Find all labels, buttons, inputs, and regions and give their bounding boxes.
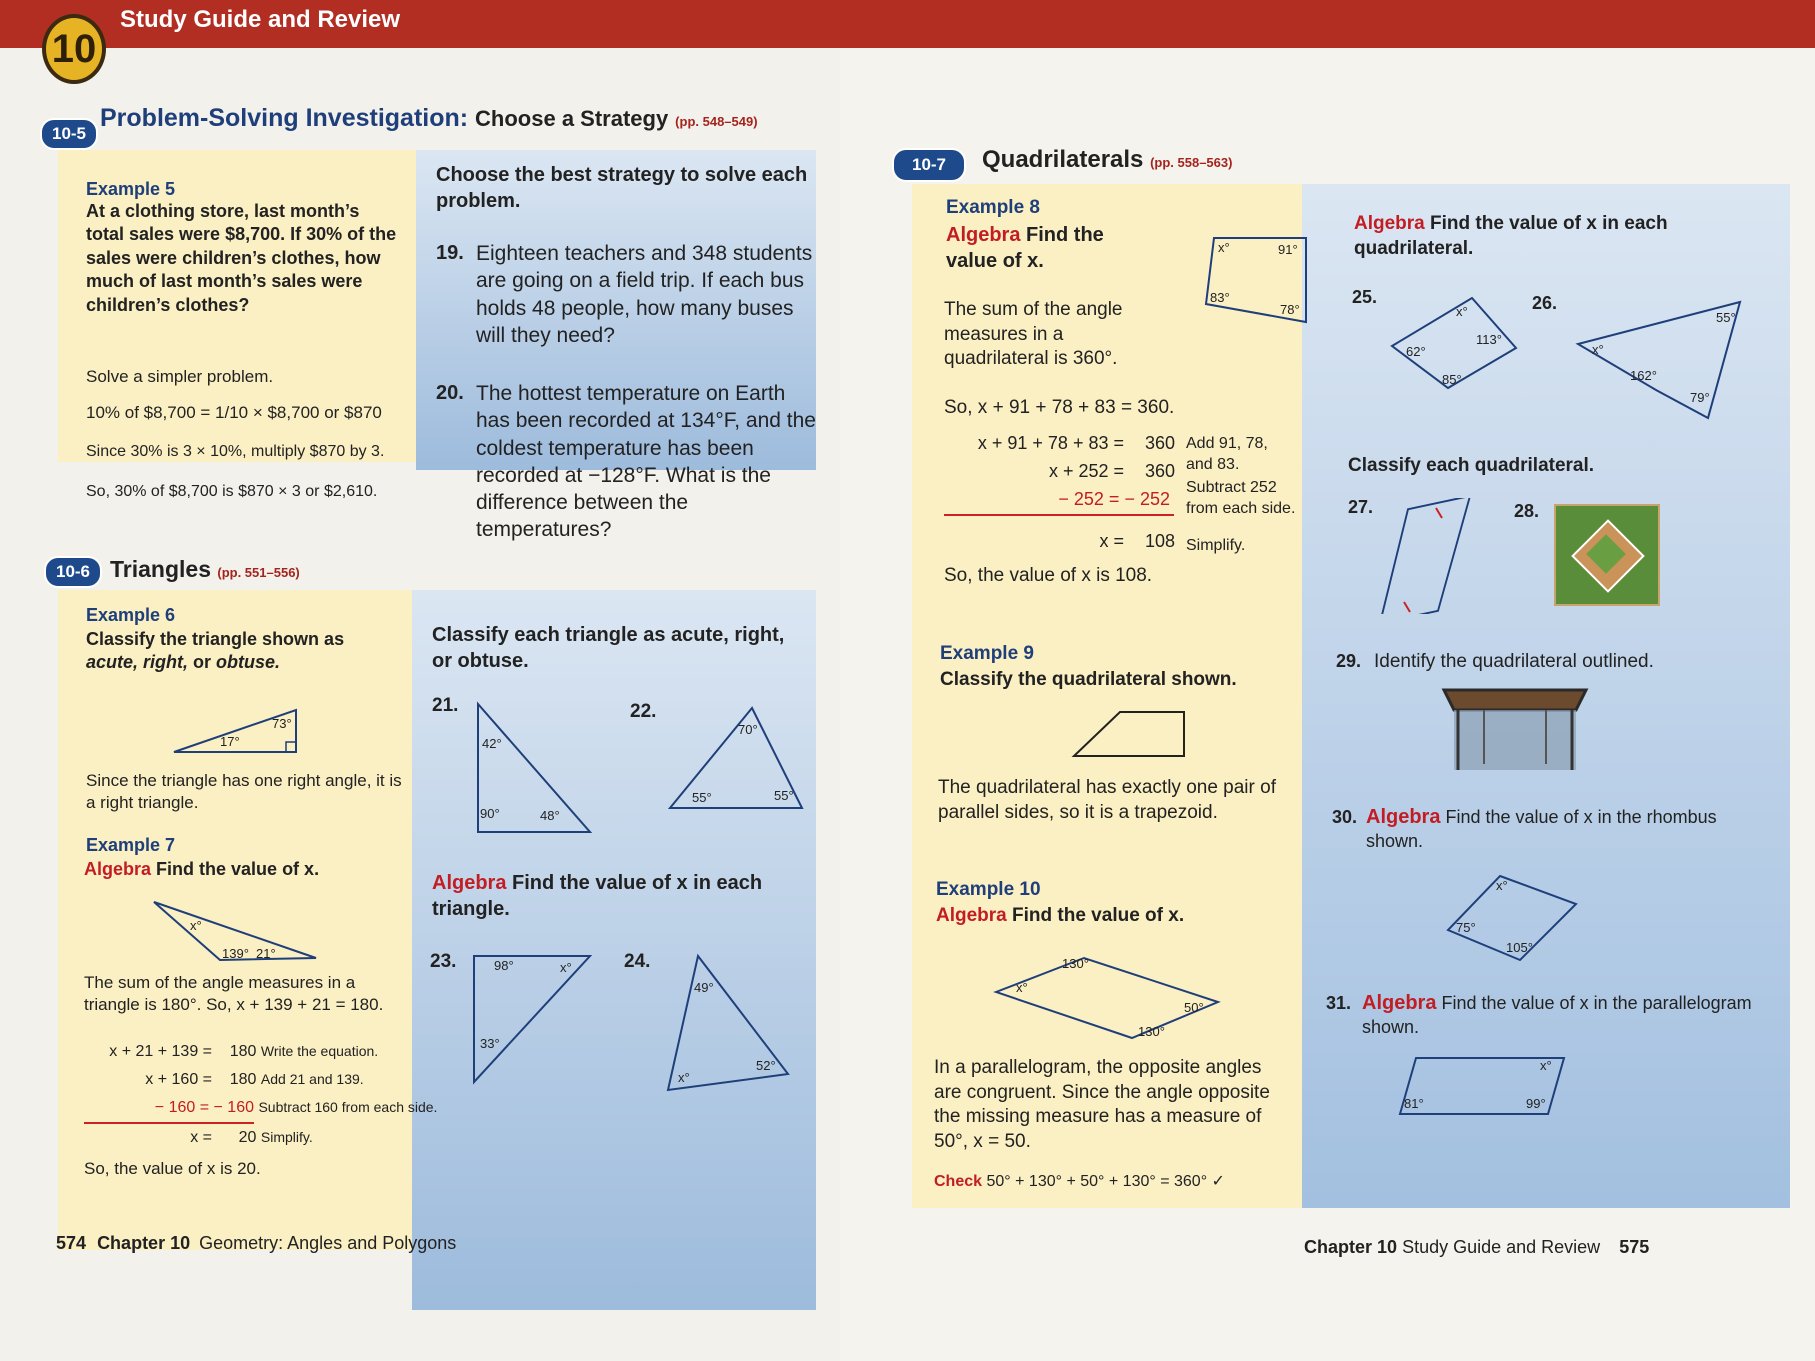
exercise-20-number: 20. (436, 382, 464, 404)
example7-eq-row-3: − 160 = − 160 Subtract 160 from each side. (154, 1099, 438, 1116)
exercise-23-angle-x: x° (560, 960, 572, 975)
example7-eq-row-1: x + 21 + 139 = 180 Write the equation. (109, 1043, 379, 1060)
exercise-26-angle-79: 79° (1690, 390, 1710, 405)
classify-triangles-instruction: Classify each triangle as acute, right, or obtuse. (432, 624, 785, 672)
algebra-quadrilaterals-instruction: Algebra Find the value of x in each quadrilateral. (1354, 213, 1668, 259)
exercise-22-angle-70: 70° (738, 722, 758, 737)
exercise-25-angle-85: 85° (1442, 372, 1462, 387)
example10-parallelogram (992, 954, 1222, 1042)
exercise-25-angle-x: x° (1456, 304, 1468, 319)
section-tag-10-7: 10-7 (892, 148, 966, 182)
example8-text: The sum of the angle measures in a quadrilateral is 360°. (944, 299, 1123, 370)
example8-note-2: Subtract 252 from each side. (1186, 479, 1296, 517)
exercise-29-number: 29. (1336, 651, 1362, 671)
exercise-30-number: 30. (1332, 807, 1358, 827)
example7-angle-x: x° (190, 918, 202, 933)
example9-trapezoid (1070, 708, 1190, 760)
exercise-24-angle-49: 49° (694, 980, 714, 995)
example6-angle-73: 73° (272, 716, 292, 731)
exercise-21-number: 21. (432, 695, 459, 716)
exercise-25-number: 25. (1352, 287, 1378, 307)
exercise-31-angle-81: 81° (1404, 1096, 1424, 1111)
example10-angle-x: x° (1016, 980, 1028, 995)
exercise-31-text: Algebra Find the value of x in the parallelogram shown. (1362, 992, 1752, 1037)
example8-note-4: Simplify. (1186, 537, 1246, 554)
example10-prompt: Algebra Find the value of x. (936, 905, 1185, 926)
exercise-25-angle-62: 62° (1406, 344, 1426, 359)
section-title-10-5: Problem-Solving Investigation: Choose a Strategy (pp. 548–549) (100, 104, 758, 132)
example8-angle-78: 78° (1280, 302, 1300, 317)
exercise-26-angle-55: 55° (1716, 310, 1736, 325)
chapter-header-title: Study Guide and Review (120, 6, 401, 33)
exercise-21-angle-90: 90° (480, 806, 500, 821)
exercise-31-angle-x: x° (1540, 1058, 1552, 1073)
exercise-24-angle-52: 52° (756, 1058, 776, 1073)
example5-question: At a clothing store, last month’s total sales were $8,700. If 30% of the sales were children’s clothes, how much of last month’s sales were children’s clothes? (86, 201, 397, 315)
right-footer: Chapter 10 Study Guide and Review 575 (1304, 1237, 1650, 1257)
exercise-23-number: 23. (430, 951, 457, 972)
exercise-20-text: The hottest temperature on Earth has been recorded at 134°F, and the coldest temperature has been recorded at −128°F. What is the difference between the temperatures? (476, 382, 816, 542)
exercise-30-text: Algebra Find the value of x in the rhombus shown. (1366, 806, 1717, 851)
exercise-28-number: 28. (1514, 501, 1540, 521)
exercise-26-angle-162: 162° (1630, 368, 1657, 383)
example7-angle-139: 139° (222, 946, 249, 961)
example6-question: Classify the triangle shown as acute, right, or obtuse. (86, 629, 345, 673)
exercise-26-angle-x: x° (1592, 342, 1604, 357)
example8-equation: So, x + 91 + 78 + 83 = 360. (944, 397, 1175, 418)
example8-note-1: Add 91, 78, and 83. (1186, 435, 1268, 473)
example9-prompt: Classify the quadrilateral shown. (940, 669, 1237, 690)
section-tag-10-5: 10-5 (40, 118, 98, 150)
exercise-29-table-image (1440, 686, 1590, 776)
exercise-23-triangle (470, 952, 596, 1086)
example6-label: Example 6 (86, 605, 176, 625)
example7-subtraction-line (84, 1122, 254, 1124)
example10-check: Check 50° + 130° + 50° + 130° = 360° ✓ (934, 1173, 1225, 1190)
example7-conclusion: So, the value of x is 20. (84, 1159, 261, 1178)
exercise-19-text: Eighteen teachers and 348 students are going on a field trip. If each bus holds 48 people, how many buses will they need? (476, 242, 813, 347)
example7-label: Example 7 (86, 835, 176, 855)
example7-eq-row-2: x + 160 = 180 Add 21 and 139. (145, 1071, 364, 1088)
exercise-29-text: Identify the quadrilateral outlined. (1374, 651, 1654, 672)
exercise-23-angle-33: 33° (480, 1036, 500, 1051)
section-tag-10-6: 10-6 (44, 556, 102, 588)
example7-prompt: Algebra Find the value of x. (84, 859, 320, 879)
chapter-number-badge: 10 (42, 14, 106, 84)
example8-eq-row-2: x + 252 = 360 (1048, 461, 1176, 481)
right-header-bar (840, 0, 1815, 48)
example8-eq-row-4: x = 108 (1099, 531, 1176, 551)
exercise-22-angle-55-right: 55° (774, 788, 794, 803)
exercise-24-number: 24. (624, 951, 651, 972)
exercise-30-angle-75: 75° (1456, 920, 1476, 935)
exercise-19-number: 19. (436, 242, 464, 264)
example6-answer: Since the triangle has one right angle, it is a right triangle. (86, 771, 402, 813)
exercise-26-number: 26. (1532, 293, 1558, 313)
example10-text: In a parallelogram, the opposite angles are congruent. Since the angle opposite the missing measure has a measure of 50°, x = 50. (934, 1057, 1270, 1153)
example7-text: The sum of the angle measures in a triangle is 180°. So, x + 139 + 21 = 180. (84, 973, 384, 1015)
exercise-22-angle-55-left: 55° (692, 790, 712, 805)
section-title-10-7: Quadrilaterals (pp. 558–563) (982, 146, 1233, 173)
section-title-10-6: Triangles (pp. 551–556) (110, 556, 300, 582)
example8-label: Example 8 (946, 197, 1040, 218)
exercise-22-number: 22. (630, 701, 657, 722)
example8-angle-x: x° (1218, 240, 1230, 255)
example9-answer: The quadrilateral has exactly one pair of parallel sides, so it is a trapezoid. (938, 777, 1276, 823)
exercise-30-angle-105: 105° (1506, 940, 1533, 955)
left-footer: 574 Chapter 10 Geometry: Angles and Polygons (56, 1233, 457, 1253)
example7-eq-row-4: x = 20 Simplify. (190, 1129, 313, 1146)
exercise-21-angle-48: 48° (540, 808, 560, 823)
example8-eq-row-3: − 252 = − 252 (1058, 489, 1170, 509)
exercise-23-angle-98: 98° (494, 958, 514, 973)
example5-label: Example 5 (86, 179, 176, 199)
example5-step1: Solve a simpler problem. (86, 367, 274, 386)
example8-subtraction-line (944, 514, 1174, 516)
example10-angle-130-bottom: 130° (1138, 1024, 1165, 1039)
example7-angle-21: 21° (256, 946, 276, 961)
exercise-30-angle-x: x° (1496, 878, 1508, 893)
example8-angle-83: 83° (1210, 290, 1230, 305)
example10-angle-50: 50° (1184, 1000, 1204, 1015)
example5-step3: Since 30% is 3 × 10%, multiply $870 by 3. (86, 443, 385, 460)
right-page (840, 0, 1815, 1361)
exercises-21-24-panel (412, 590, 816, 1310)
exercise-24-angle-x: x° (678, 1070, 690, 1085)
exercise-28-baseball-diamond-image (1554, 504, 1660, 606)
example10-label: Example 10 (936, 879, 1041, 900)
exercise-31-angle-99: 99° (1526, 1096, 1546, 1111)
example5-step2: 10% of $8,700 = 1/10 × $8,700 or $870 (86, 403, 382, 422)
example8-prompt: Algebra Find the value of x. (946, 224, 1104, 272)
example8-eq-row-1: x + 91 + 78 + 83 = 360 (977, 433, 1176, 453)
left-page (0, 0, 840, 1361)
example5-step4: So, 30% of $8,700 is $870 × 3 or $2,610. (86, 483, 378, 500)
exercise-27-number: 27. (1348, 497, 1374, 517)
exercise-27-parallelogram (1376, 498, 1476, 614)
example9-label: Example 9 (940, 643, 1034, 664)
exercise-21-angle-42: 42° (482, 736, 502, 751)
exercise-31-number: 31. (1326, 993, 1352, 1013)
classify-quadrilaterals-instruction: Classify each quadrilateral. (1348, 455, 1595, 476)
example8-conclusion: So, the value of x is 108. (944, 565, 1153, 586)
strategy-instruction: Choose the best strategy to solve each problem. (436, 164, 808, 212)
algebra-triangles-instruction: Algebra Find the value of x in each triangle. (432, 872, 763, 920)
exercise-25-angle-113: 113° (1476, 332, 1502, 347)
example6-angle-17: 17° (220, 734, 240, 749)
example8-angle-91: 91° (1278, 242, 1298, 257)
example10-angle-130-top: 130° (1062, 956, 1089, 971)
